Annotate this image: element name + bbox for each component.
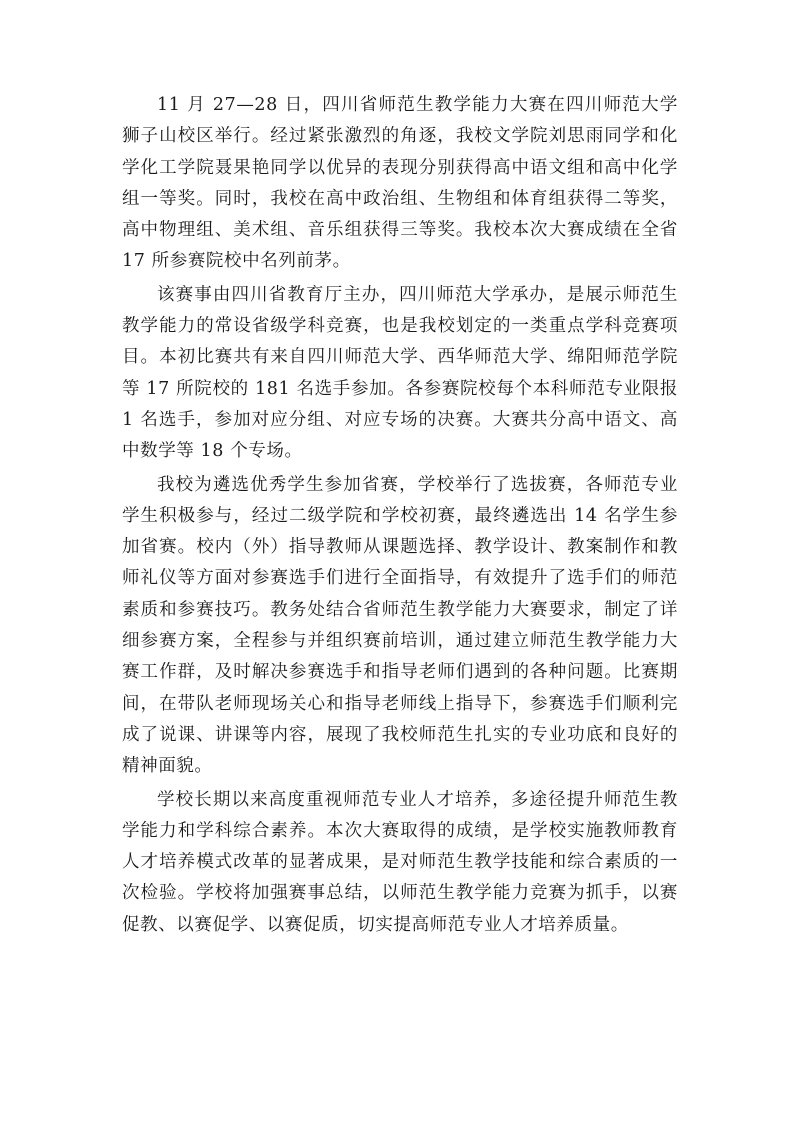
paragraph-1: 11 月 27—28 日，四川省师范生教学能力大赛在四川师范大学狮子山校区举行。经过紧张激烈的角逐，我校文学院刘思雨同学和化学化工学院聂果艳同学以优异的表现分别获得高中语文组和高中化学组一等奖。同时，我校在高中政治组、生物组和体育组获得二等奖，高中物理组、美术组、音乐组获得三等奖。我校本次大赛成绩在全省 17 所参赛院校中名列前茅。 [122,95,678,272]
paragraph-2: 该赛事由四川省教育厅主办，四川师范大学承办，是展示师范生教学能力的常设省级学科竞赛，也是我校划定的一类重点学科竞赛项目。本初比赛共有来自四川师范大学、西华师范大学、绵阳师范学院等 17 所院校的 181 名选手参加。各参赛院校每个本科师范专业限报 1 名选手，参加对应分组、对应专场的决赛。大赛共分高中语文、高中数学等 18 个专场。 [122,284,678,462]
paragraph-4: 学校长期以来高度重视师范专业人才培养，多途径提升师范生教学能力和学科综合素养。本次大赛取得的成绩，是学校实施教师教育人才培养模式改革的显著成果，是对师范生教学技能和综合素质的一次检验。学校将加强赛事总结，以师范生教学能力竞赛为抓手，以赛促教、以赛促学、以赛促质，切实提高师范专业人才培养质量。 [122,789,678,935]
paragraph-3: 我校为遴选优秀学生参加省赛，学校举行了选拔赛，各师范专业学生积极参与，经过二级学院和学校初赛，最终遴选出 14 名学生参加省赛。校内（外）指导教师从课题选择、教学设计、教案制作和教师礼仪等方面对参赛选手们进行全面指导，有效提升了选手们的师范素质和参赛技巧。教务处结合省师范生教学能力大赛要求，制定了详细参赛方案，全程参与并组织赛前培训，通过建立师范生教学能力大赛工作群，及时解决参赛选手和指导老师们遇到的各种问题。比赛期间，在带队老师现场关心和指导老师线上指导下，参赛选手们顺利完成了说课、讲课等内容，展现了我校师范生扎实的专业功底和良好的精神面貌。 [122,474,678,777]
document-body [122,90,678,943]
